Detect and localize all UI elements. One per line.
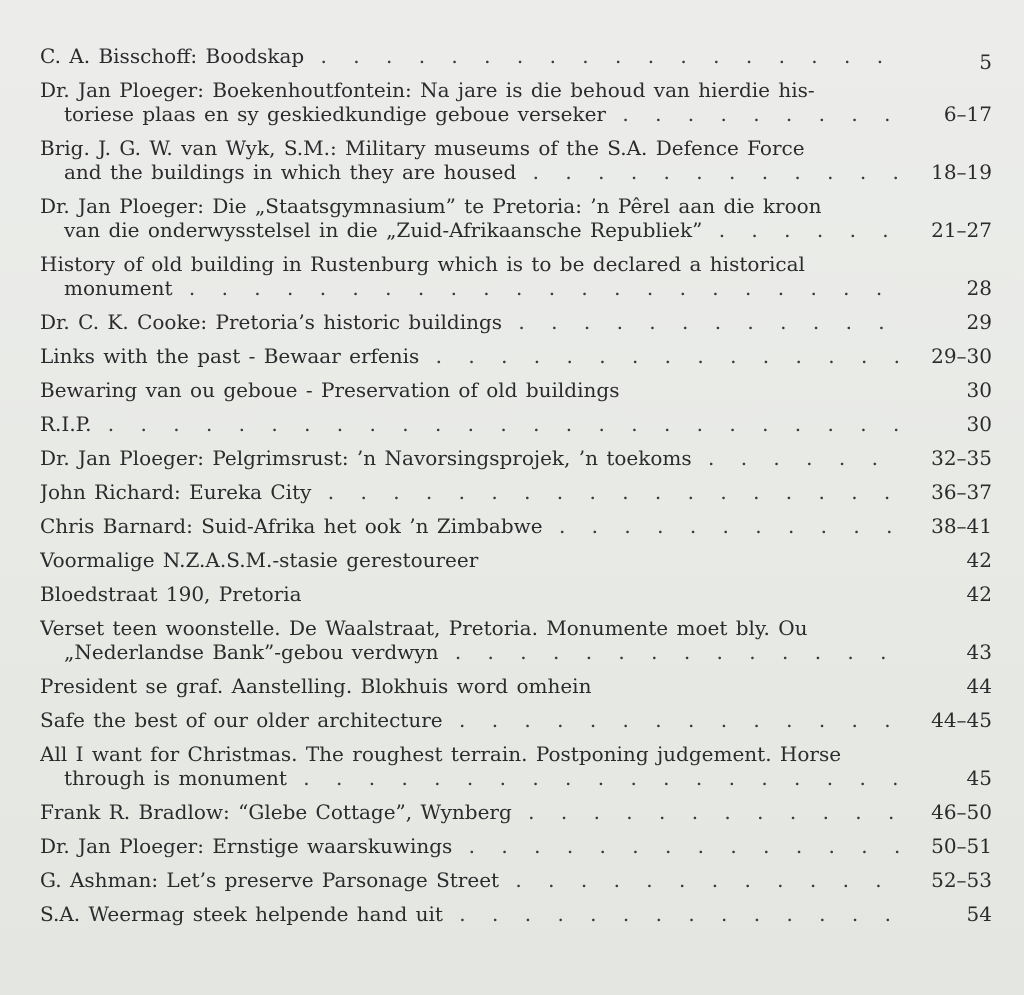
toc-entry (40, 44, 996, 74)
toc-page-number: 6–17 (943, 102, 992, 126)
toc-entry-line: C. A. Bisschoff: Boodskap . . . (40, 44, 902, 68)
toc-page-number: 29–30 (931, 344, 992, 368)
toc-entry-line: Dr. Jan Ploeger: Boekenhoutfontein: Na jare is die behoud van hierdie his- (40, 78, 815, 102)
toc-entry (40, 616, 996, 664)
toc-entry (40, 78, 996, 126)
toc-entry (40, 514, 996, 538)
toc-page-number: 21–27 (931, 218, 992, 242)
toc-page-number: 52–53 (931, 868, 992, 892)
toc-entry (40, 378, 996, 402)
toc-page-number: 30 (966, 378, 992, 402)
toc-entry-line: President se graf. Aanstelling. Blokhuis word omhein (40, 674, 592, 698)
toc-entry-line: Chris Barnard: Suid-Afrika het ook ’n Zimbabwe . . . (40, 514, 902, 538)
toc-entry-line: Brig. J. G. W. van Wyk, S.M.: Military museums of the S.A. Defence Force (40, 136, 805, 160)
toc-entry-line: Frank R. Bradlow: “Glebe Cottage”, Wynberg . . . (40, 800, 902, 824)
table-of-contents (40, 44, 996, 936)
toc-page-number: 32–35 (931, 446, 992, 470)
toc-entry-line: Verset teen woonstelle. De Waalstraat, Pretoria. Monumente moet bly. Ou (40, 616, 808, 640)
toc-entry (40, 582, 996, 606)
toc-page-number: 18–19 (931, 160, 992, 184)
toc-entry (40, 834, 996, 858)
toc-entry (40, 136, 996, 184)
toc-entry-line: van die onderwysstelsel in die „Zuid-Afrikaansche Republiek” . . . (40, 218, 902, 242)
toc-entry-line: through is monument . . . (40, 766, 902, 790)
toc-page-number: 42 (966, 582, 992, 606)
toc-page-number: 46–50 (931, 800, 992, 824)
toc-entry-line: „Nederlandse Bank”-gebou verdwyn . . . (40, 640, 902, 664)
toc-entry (40, 412, 996, 436)
toc-entry (40, 548, 996, 572)
toc-page-number: 36–37 (931, 480, 992, 504)
toc-page-number: 5 (979, 50, 992, 74)
toc-page-number: 44 (966, 674, 992, 698)
toc-entry-line: Dr. Jan Ploeger: Die „Staatsgymnasium” te Pretoria: ’n Pêrel aan die kroon (40, 194, 822, 218)
toc-page-number: 28 (966, 276, 992, 300)
toc-entry (40, 252, 996, 300)
toc-entry (40, 902, 996, 926)
toc-entry-line: S.A. Weermag steek helpende hand uit . . . (40, 902, 902, 926)
toc-page-number: 42 (966, 548, 992, 572)
toc-entry-line: Voormalige N.Z.A.S.M.-stasie gerestoureer (40, 548, 479, 572)
toc-entry-line: All I want for Christmas. The roughest terrain. Postponing judgement. Horse (40, 742, 842, 766)
toc-page-number: 54 (966, 902, 992, 926)
toc-entry (40, 310, 996, 334)
toc-entry (40, 480, 996, 504)
toc-entry-line: R.I.P. . . . (40, 412, 902, 436)
toc-entry (40, 800, 996, 824)
toc-entry-line: Bewaring van ou geboue - Preservation of old buildings (40, 378, 620, 402)
toc-entry-line: Dr. C. K. Cooke: Pretoria’s historic buildings . . . (40, 310, 902, 334)
toc-entry-line: History of old building in Rustenburg which is to be declared a historical (40, 252, 805, 276)
toc-page-number: 38–41 (931, 514, 992, 538)
toc-page-number: 45 (966, 766, 992, 790)
toc-entry (40, 708, 996, 732)
toc-entry-line: G. Ashman: Let’s preserve Parsonage Street . . . (40, 868, 902, 892)
toc-page-number: 30 (966, 412, 992, 436)
toc-entry-line: Safe the best of our older architecture . . . (40, 708, 902, 732)
toc-page-number: 44–45 (931, 708, 992, 732)
toc-page-number: 50–51 (931, 834, 992, 858)
toc-entry (40, 868, 996, 892)
toc-entry (40, 742, 996, 790)
toc-entry-line: Dr. Jan Ploeger: Pelgrimsrust: ’n Navorsingsprojek, ’n toekoms . . . (40, 446, 902, 470)
toc-entry-line: Dr. Jan Ploeger: Ernstige waarskuwings . . . (40, 834, 902, 858)
toc-entry-line: toriese plaas en sy geskiedkundige geboue verseker . . . (40, 102, 902, 126)
toc-entry-line: monument . . . (40, 276, 902, 300)
toc-entry-line: John Richard: Eureka City . . . (40, 480, 902, 504)
toc-entry-line: Bloedstraat 190, Pretoria (40, 582, 302, 606)
toc-entry-line: Links with the past - Bewaar erfenis . . . (40, 344, 902, 368)
toc-entry (40, 674, 996, 698)
toc-entry (40, 446, 996, 470)
toc-page-number: 29 (966, 310, 992, 334)
toc-page-number: 43 (966, 640, 992, 664)
toc-entry (40, 194, 996, 242)
toc-entry-line: and the buildings in which they are housed . . . (40, 160, 902, 184)
toc-entry (40, 344, 996, 368)
